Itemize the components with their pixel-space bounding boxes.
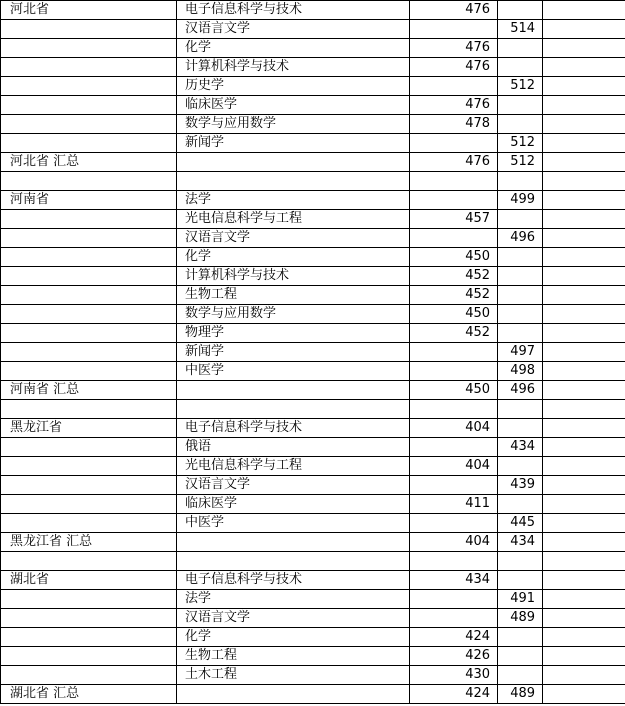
table-row	[1, 96, 625, 115]
science-score-cell[interactable]	[410, 514, 498, 533]
province-cell[interactable]	[1, 590, 177, 609]
arts-score-cell[interactable]	[498, 666, 543, 685]
arts-score-cell[interactable]	[498, 324, 543, 343]
province-cell[interactable]	[1, 229, 177, 248]
major-cell[interactable]: 化学	[177, 628, 410, 647]
table-row	[1, 666, 625, 685]
empty-cell[interactable]	[543, 248, 625, 267]
arts-score-cell[interactable]: 497	[498, 343, 543, 362]
arts-score-cell[interactable]	[498, 115, 543, 134]
table-row	[1, 191, 625, 210]
major-cell[interactable]: 法学	[177, 191, 410, 210]
table-row	[1, 58, 625, 77]
arts-score-cell[interactable]	[498, 210, 543, 229]
province-cell[interactable]	[1, 286, 177, 305]
province-cell[interactable]	[1, 362, 177, 381]
table-row	[1, 609, 625, 628]
empty-cell[interactable]	[543, 39, 625, 58]
empty-cell[interactable]	[543, 324, 625, 343]
empty-cell[interactable]	[543, 647, 625, 666]
arts-score-cell[interactable]	[498, 172, 543, 191]
arts-score-cell[interactable]	[498, 457, 543, 476]
table-row	[1, 362, 625, 381]
science-score-cell[interactable]	[410, 552, 498, 571]
empty-cell[interactable]	[543, 20, 625, 39]
science-score-cell[interactable]: 476	[410, 96, 498, 115]
province-cell[interactable]: 黑龙江省 汇总	[1, 533, 177, 552]
arts-score-cell[interactable]	[498, 305, 543, 324]
major-cell[interactable]: 生物工程	[177, 647, 410, 666]
empty-cell[interactable]	[543, 191, 625, 210]
province-cell[interactable]	[1, 20, 177, 39]
province-cell[interactable]	[1, 628, 177, 647]
science-score-cell[interactable]: 450	[410, 381, 498, 400]
major-cell[interactable]	[177, 153, 410, 172]
major-cell[interactable]: 新闻学	[177, 343, 410, 362]
table-row	[1, 343, 625, 362]
science-score-cell[interactable]	[410, 20, 498, 39]
province-cell[interactable]	[1, 476, 177, 495]
empty-cell[interactable]	[543, 438, 625, 457]
science-score-cell[interactable]: 450	[410, 305, 498, 324]
arts-score-cell[interactable]: 489	[498, 609, 543, 628]
arts-score-cell[interactable]: 499	[498, 191, 543, 210]
table-row	[1, 590, 625, 609]
major-cell[interactable]: 化学	[177, 39, 410, 58]
arts-score-cell[interactable]: 489	[498, 685, 543, 704]
science-score-cell[interactable]	[410, 191, 498, 210]
province-cell[interactable]	[1, 172, 177, 191]
table-row	[1, 571, 625, 590]
empty-cell[interactable]	[543, 343, 625, 362]
empty-cell[interactable]	[543, 115, 625, 134]
province-cell[interactable]	[1, 647, 177, 666]
blank-row	[1, 552, 625, 571]
arts-score-cell[interactable]	[498, 552, 543, 571]
table-row	[1, 647, 625, 666]
province-cell[interactable]	[1, 324, 177, 343]
arts-score-cell[interactable]: 496	[498, 229, 543, 248]
major-cell[interactable]	[177, 381, 410, 400]
science-score-cell[interactable]: 452	[410, 267, 498, 286]
arts-score-cell[interactable]	[498, 286, 543, 305]
province-cell[interactable]	[1, 438, 177, 457]
empty-cell[interactable]	[543, 172, 625, 191]
science-score-cell[interactable]	[410, 229, 498, 248]
science-score-cell[interactable]: 424	[410, 628, 498, 647]
province-cell[interactable]	[1, 96, 177, 115]
major-cell[interactable]: 电子信息科学与技术	[177, 419, 410, 438]
arts-score-cell[interactable]	[498, 39, 543, 58]
table-row	[1, 495, 625, 514]
empty-cell[interactable]	[543, 77, 625, 96]
empty-cell[interactable]	[543, 514, 625, 533]
science-score-cell[interactable]	[410, 438, 498, 457]
province-cell[interactable]: 河北省	[1, 1, 177, 20]
science-score-cell[interactable]: 424	[410, 685, 498, 704]
table-row	[1, 115, 625, 134]
science-score-cell[interactable]: 450	[410, 248, 498, 267]
arts-score-cell[interactable]	[498, 495, 543, 514]
major-cell[interactable]: 中医学	[177, 514, 410, 533]
empty-cell[interactable]	[543, 96, 625, 115]
major-cell[interactable]	[177, 533, 410, 552]
score-table-body	[1, 1, 625, 704]
empty-cell[interactable]	[543, 153, 625, 172]
major-cell[interactable]: 光电信息科学与工程	[177, 457, 410, 476]
empty-cell[interactable]	[543, 58, 625, 77]
province-cell[interactable]: 河南省 汇总	[1, 381, 177, 400]
province-cell[interactable]: 河北省 汇总	[1, 153, 177, 172]
table-row	[1, 419, 625, 438]
major-cell[interactable]: 法学	[177, 590, 410, 609]
major-cell[interactable]: 汉语言文学	[177, 476, 410, 495]
science-score-cell[interactable]	[410, 400, 498, 419]
major-cell[interactable]: 生物工程	[177, 286, 410, 305]
arts-score-cell[interactable]: 491	[498, 590, 543, 609]
summary-row	[1, 153, 625, 172]
table-row	[1, 39, 625, 58]
empty-cell[interactable]	[543, 552, 625, 571]
major-cell[interactable]: 汉语言文学	[177, 20, 410, 39]
arts-score-cell[interactable]	[498, 628, 543, 647]
empty-cell[interactable]	[543, 362, 625, 381]
major-cell[interactable]	[177, 552, 410, 571]
major-cell[interactable]: 数学与应用数学	[177, 115, 410, 134]
empty-cell[interactable]	[543, 134, 625, 153]
science-score-cell[interactable]	[410, 609, 498, 628]
province-cell[interactable]	[1, 400, 177, 419]
science-score-cell[interactable]: 430	[410, 666, 498, 685]
arts-score-cell[interactable]: 434	[498, 533, 543, 552]
science-score-cell[interactable]: 457	[410, 210, 498, 229]
science-score-cell[interactable]: 404	[410, 457, 498, 476]
major-cell[interactable]: 电子信息科学与技术	[177, 571, 410, 590]
table-row	[1, 134, 625, 153]
province-cell[interactable]	[1, 343, 177, 362]
empty-cell[interactable]	[543, 1, 625, 20]
blank-row	[1, 400, 625, 419]
summary-row	[1, 533, 625, 552]
empty-cell[interactable]	[543, 210, 625, 229]
science-score-cell[interactable]: 452	[410, 286, 498, 305]
arts-score-cell[interactable]: 434	[498, 438, 543, 457]
province-cell[interactable]	[1, 58, 177, 77]
major-cell[interactable]: 电子信息科学与技术	[177, 1, 410, 20]
empty-cell[interactable]	[543, 666, 625, 685]
arts-score-cell[interactable]	[498, 1, 543, 20]
province-cell[interactable]	[1, 552, 177, 571]
major-cell[interactable]: 光电信息科学与工程	[177, 210, 410, 229]
arts-score-cell[interactable]: 514	[498, 20, 543, 39]
major-cell[interactable]: 汉语言文学	[177, 229, 410, 248]
province-cell[interactable]: 河南省	[1, 191, 177, 210]
major-cell[interactable]: 计算机科学与技术	[177, 58, 410, 77]
major-cell[interactable]	[177, 400, 410, 419]
table-row	[1, 20, 625, 39]
arts-score-cell[interactable]: 512	[498, 77, 543, 96]
science-score-cell[interactable]	[410, 476, 498, 495]
empty-cell[interactable]	[543, 381, 625, 400]
arts-score-cell[interactable]: 445	[498, 514, 543, 533]
science-score-cell[interactable]: 452	[410, 324, 498, 343]
province-cell[interactable]	[1, 457, 177, 476]
empty-cell[interactable]	[543, 533, 625, 552]
table-row	[1, 305, 625, 324]
major-cell[interactable]	[177, 685, 410, 704]
empty-cell[interactable]	[543, 419, 625, 438]
province-cell[interactable]	[1, 115, 177, 134]
table-row	[1, 267, 625, 286]
arts-score-cell[interactable]: 512	[498, 134, 543, 153]
empty-cell[interactable]	[543, 590, 625, 609]
arts-score-cell[interactable]	[498, 96, 543, 115]
empty-cell[interactable]	[543, 267, 625, 286]
province-cell[interactable]	[1, 134, 177, 153]
summary-row	[1, 685, 625, 704]
province-cell[interactable]	[1, 267, 177, 286]
arts-score-cell[interactable]	[498, 647, 543, 666]
empty-cell[interactable]	[543, 305, 625, 324]
province-cell[interactable]: 黑龙江省	[1, 419, 177, 438]
science-score-cell[interactable]: 411	[410, 495, 498, 514]
province-cell[interactable]	[1, 495, 177, 514]
science-score-cell[interactable]: 404	[410, 533, 498, 552]
arts-score-cell[interactable]	[498, 400, 543, 419]
major-cell[interactable]: 汉语言文学	[177, 609, 410, 628]
science-score-cell[interactable]	[410, 77, 498, 96]
empty-cell[interactable]	[543, 495, 625, 514]
science-score-cell[interactable]: 426	[410, 647, 498, 666]
table-row	[1, 438, 625, 457]
science-score-cell[interactable]: 476	[410, 1, 498, 20]
blank-row	[1, 172, 625, 191]
arts-score-cell[interactable]	[498, 419, 543, 438]
science-score-cell[interactable]: 476	[410, 58, 498, 77]
table-row	[1, 324, 625, 343]
empty-cell[interactable]	[543, 571, 625, 590]
arts-score-cell[interactable]: 439	[498, 476, 543, 495]
province-cell[interactable]	[1, 666, 177, 685]
science-score-cell[interactable]	[410, 134, 498, 153]
table-row	[1, 286, 625, 305]
province-cell[interactable]	[1, 305, 177, 324]
science-score-cell[interactable]	[410, 343, 498, 362]
major-cell[interactable]: 物理学	[177, 324, 410, 343]
province-cell[interactable]: 湖北省	[1, 571, 177, 590]
table-row	[1, 248, 625, 267]
empty-cell[interactable]	[543, 609, 625, 628]
arts-score-cell[interactable]: 498	[498, 362, 543, 381]
province-cell[interactable]	[1, 609, 177, 628]
major-cell[interactable]	[177, 172, 410, 191]
arts-score-cell[interactable]	[498, 58, 543, 77]
province-cell[interactable]	[1, 514, 177, 533]
province-cell[interactable]	[1, 77, 177, 96]
major-cell[interactable]: 计算机科学与技术	[177, 267, 410, 286]
science-score-cell[interactable]	[410, 362, 498, 381]
science-score-cell[interactable]: 476	[410, 153, 498, 172]
major-cell[interactable]: 俄语	[177, 438, 410, 457]
empty-cell[interactable]	[543, 286, 625, 305]
science-score-cell[interactable]	[410, 172, 498, 191]
table-row	[1, 457, 625, 476]
summary-row	[1, 381, 625, 400]
table-row	[1, 1, 625, 20]
science-score-cell[interactable]: 478	[410, 115, 498, 134]
major-cell[interactable]: 化学	[177, 248, 410, 267]
table-row	[1, 514, 625, 533]
arts-score-cell[interactable]: 496	[498, 381, 543, 400]
major-cell[interactable]: 临床医学	[177, 495, 410, 514]
major-cell[interactable]: 新闻学	[177, 134, 410, 153]
table-row	[1, 210, 625, 229]
arts-score-cell[interactable]	[498, 571, 543, 590]
table-row	[1, 476, 625, 495]
empty-cell[interactable]	[543, 400, 625, 419]
province-cell[interactable]	[1, 210, 177, 229]
major-cell[interactable]: 临床医学	[177, 96, 410, 115]
empty-cell[interactable]	[543, 229, 625, 248]
arts-score-cell[interactable]	[498, 248, 543, 267]
empty-cell[interactable]	[543, 685, 625, 704]
empty-cell[interactable]	[543, 476, 625, 495]
science-score-cell[interactable]: 404	[410, 419, 498, 438]
science-score-cell[interactable]: 476	[410, 39, 498, 58]
empty-cell[interactable]	[543, 457, 625, 476]
science-score-cell[interactable]: 434	[410, 571, 498, 590]
empty-cell[interactable]	[543, 628, 625, 647]
province-cell[interactable]	[1, 39, 177, 58]
major-cell[interactable]: 中医学	[177, 362, 410, 381]
arts-score-cell[interactable]	[498, 267, 543, 286]
science-score-cell[interactable]	[410, 590, 498, 609]
province-cell[interactable]: 湖北省 汇总	[1, 685, 177, 704]
table-row	[1, 229, 625, 248]
major-cell[interactable]: 历史学	[177, 77, 410, 96]
arts-score-cell[interactable]: 512	[498, 153, 543, 172]
table-row	[1, 77, 625, 96]
major-cell[interactable]: 数学与应用数学	[177, 305, 410, 324]
province-cell[interactable]	[1, 248, 177, 267]
major-cell[interactable]: 土木工程	[177, 666, 410, 685]
table-row	[1, 628, 625, 647]
